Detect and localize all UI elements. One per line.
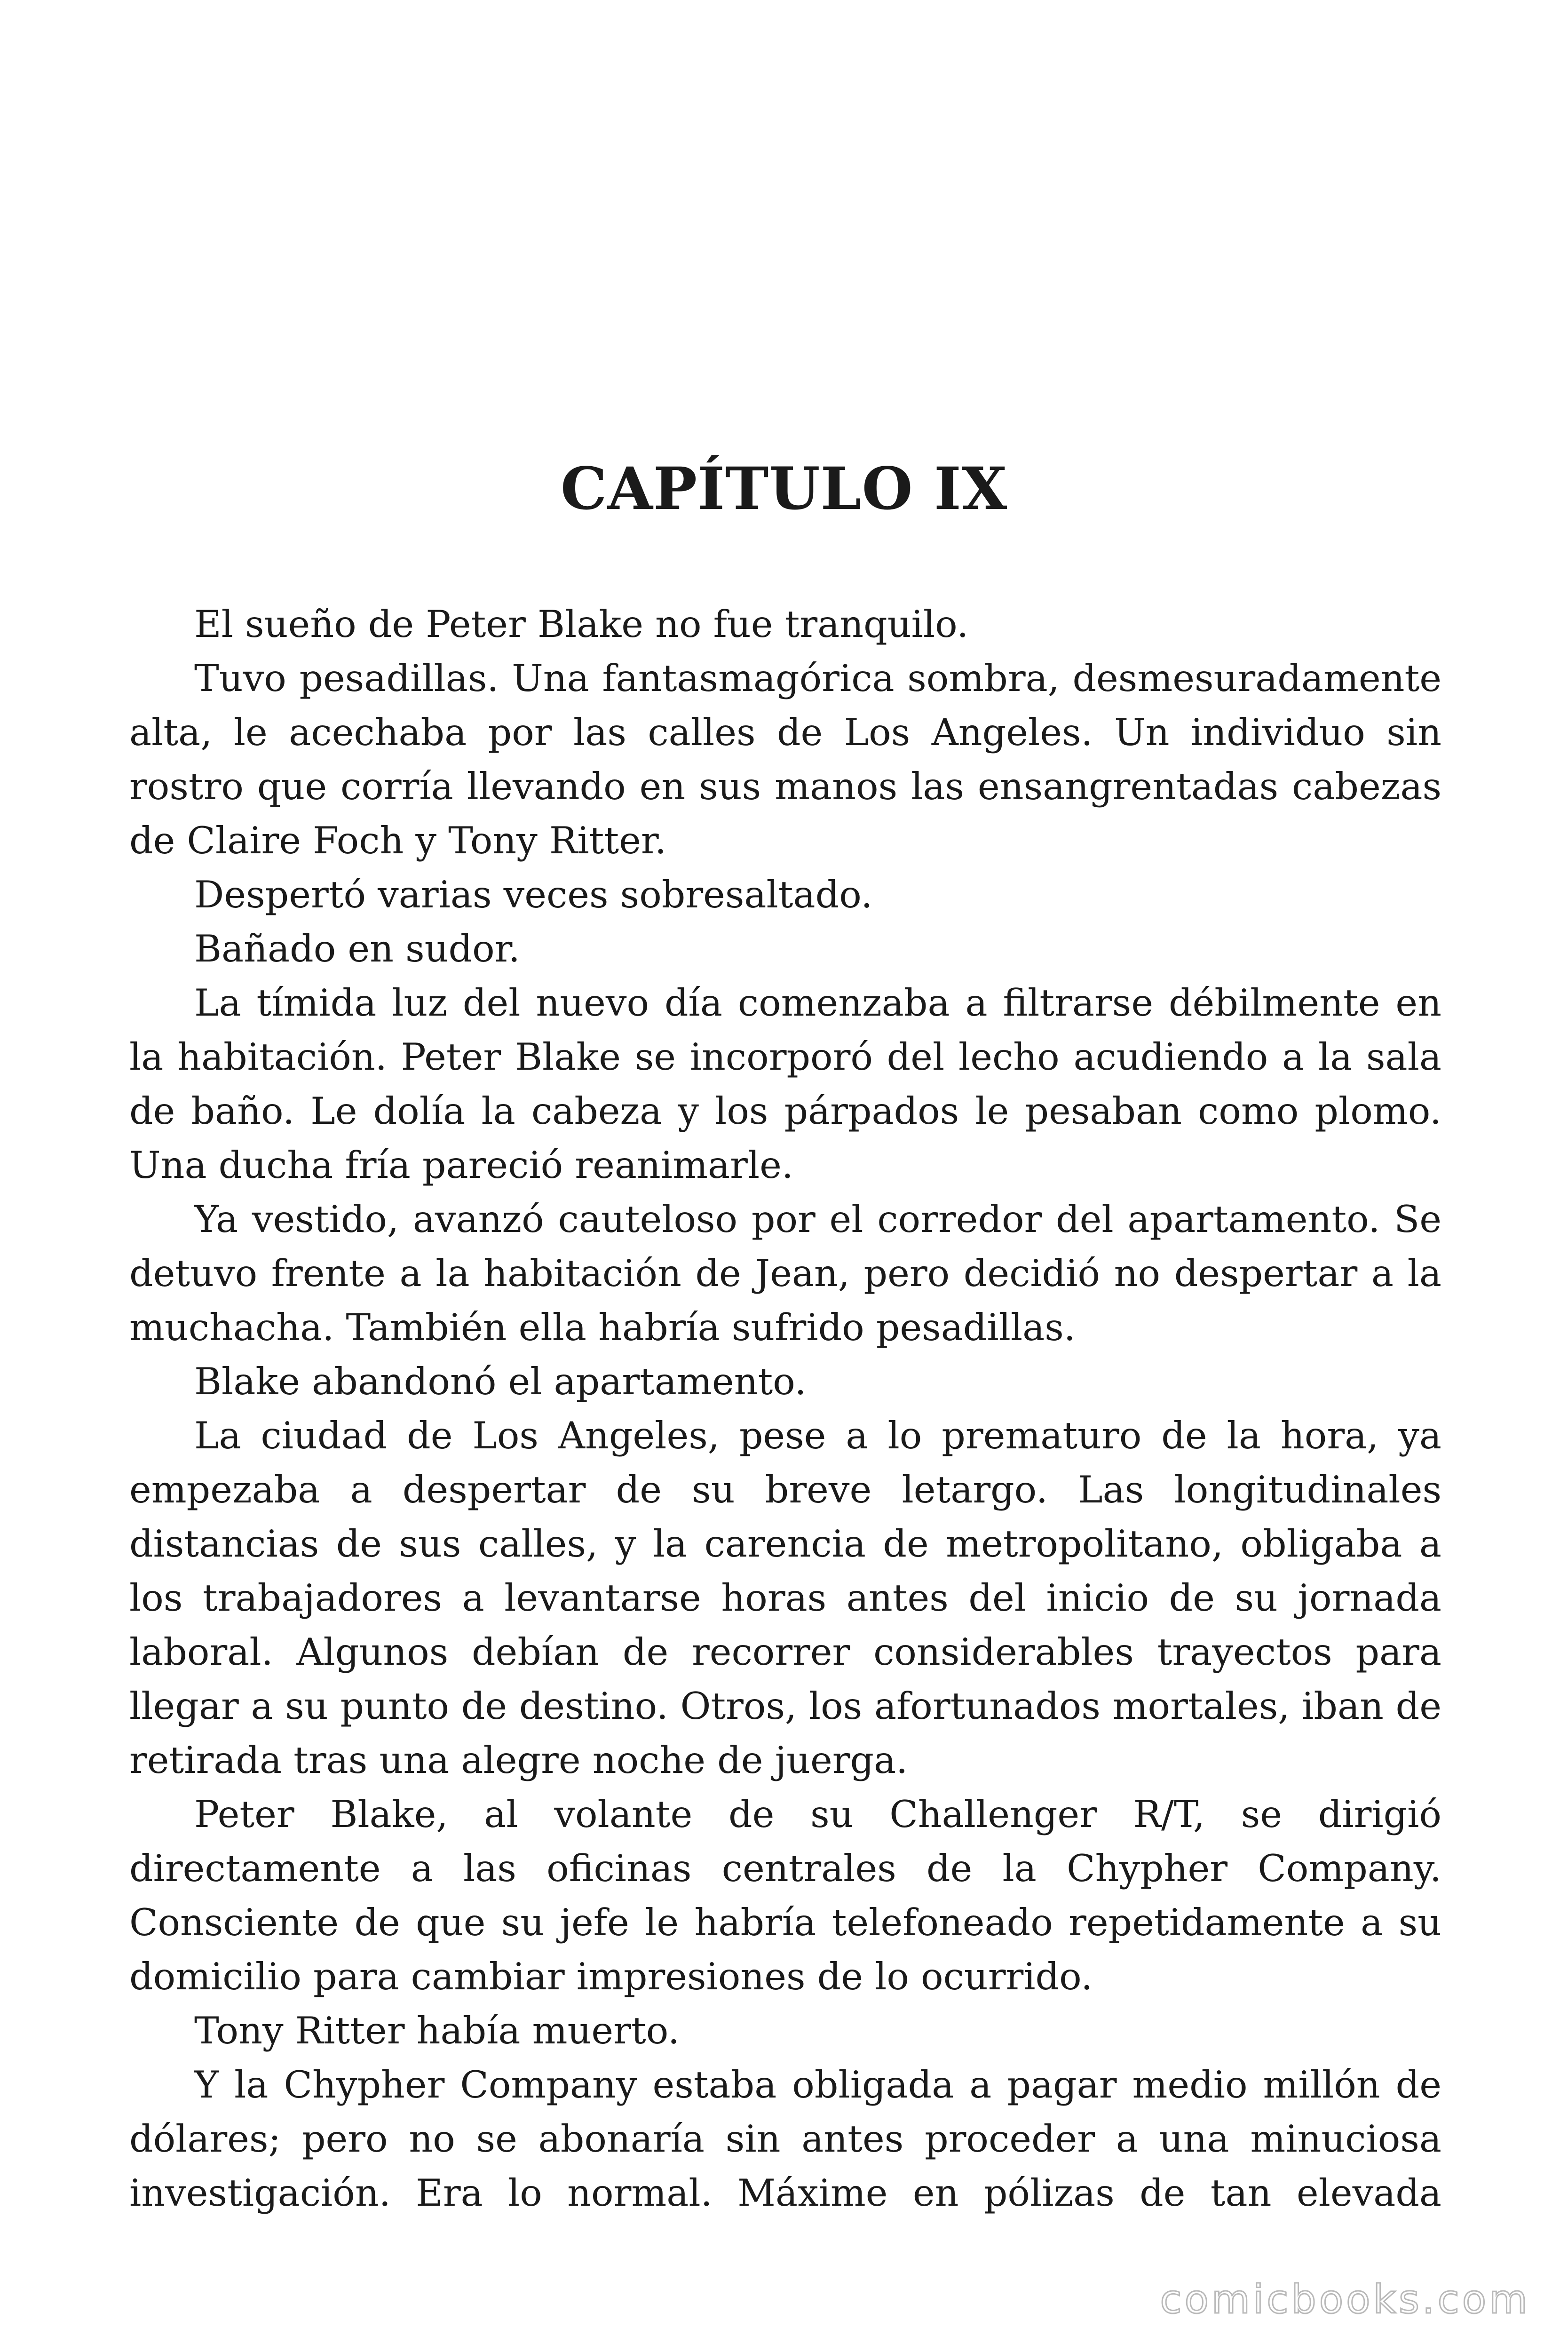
paragraph: El sueño de Peter Blake no fue tranquilo.	[194, 603, 969, 646]
paragraph: Tuvo pesadillas. Una fantasmagórica sombra, desmesuradamente alta, le acechaba por las calles de Los Angeles. Un individuo sin rostro que corría llevando en sus manos las ensangrentadas cabezas de Claire Foch y Tony Ritter.	[129, 657, 1441, 862]
chapter-body	[129, 597, 1441, 2220]
paragraph: La tímida luz del nuevo día comenzaba a filtrarse débilmente en la habitación. Peter Blake se incorporó del lecho acudiendo a la sala de baño. Le dolía la cabeza y los párpados le pesaban como plomo. Una ducha fría pareció reanimarle.	[129, 981, 1441, 1187]
paragraph: Ya vestido, avanzó cauteloso por el corredor del apartamento. Se detuvo frente a la habitación de Jean, pero decidió no despertar a la muchacha. También ella habría sufrido pesadillas.	[129, 1198, 1441, 1349]
paragraph: Despertó varias veces sobresaltado.	[194, 873, 873, 916]
paragraph: Blake abandonó el apartamento.	[194, 1360, 807, 1403]
paragraph: Y la Chypher Company estaba obligada a pagar medio millón de dólares; pero no se abonaría sin antes proceder a una minuciosa investigación. Era lo normal. Máxime en pólizas de tan elevada	[129, 2063, 1441, 2215]
paragraph: Tony Ritter había muerto.	[194, 2009, 680, 2052]
paragraph: Bañado en sudor.	[194, 927, 520, 970]
paragraph: La ciudad de Los Angeles, pese a lo prematuro de la hora, ya empezaba a despertar de su breve letargo. Las longitudinales distancias de sus calles, y la carencia de metropolitano, obligaba a los trabajadores a levantarse horas antes del inicio de su jornada laboral. Algunos debían de recorrer considerables trayectos para llegar a su punto de destino. Otros, los afortunados mortales, iban de retirada tras una alegre noche de juerga.	[129, 1414, 1441, 1782]
chapter-title: CAPÍTULO IX	[560, 455, 1008, 523]
paragraph: Peter Blake, al volante de su Challenger R/T, se dirigió directamente a las oficinas centrales de la Chypher Company. Consciente de que su jefe le habría telefoneado repetidamente a su domicilio para cambiar impresiones de lo ocurrido.	[129, 1793, 1441, 1998]
watermark: comicbooks.com	[1160, 2276, 1530, 2322]
